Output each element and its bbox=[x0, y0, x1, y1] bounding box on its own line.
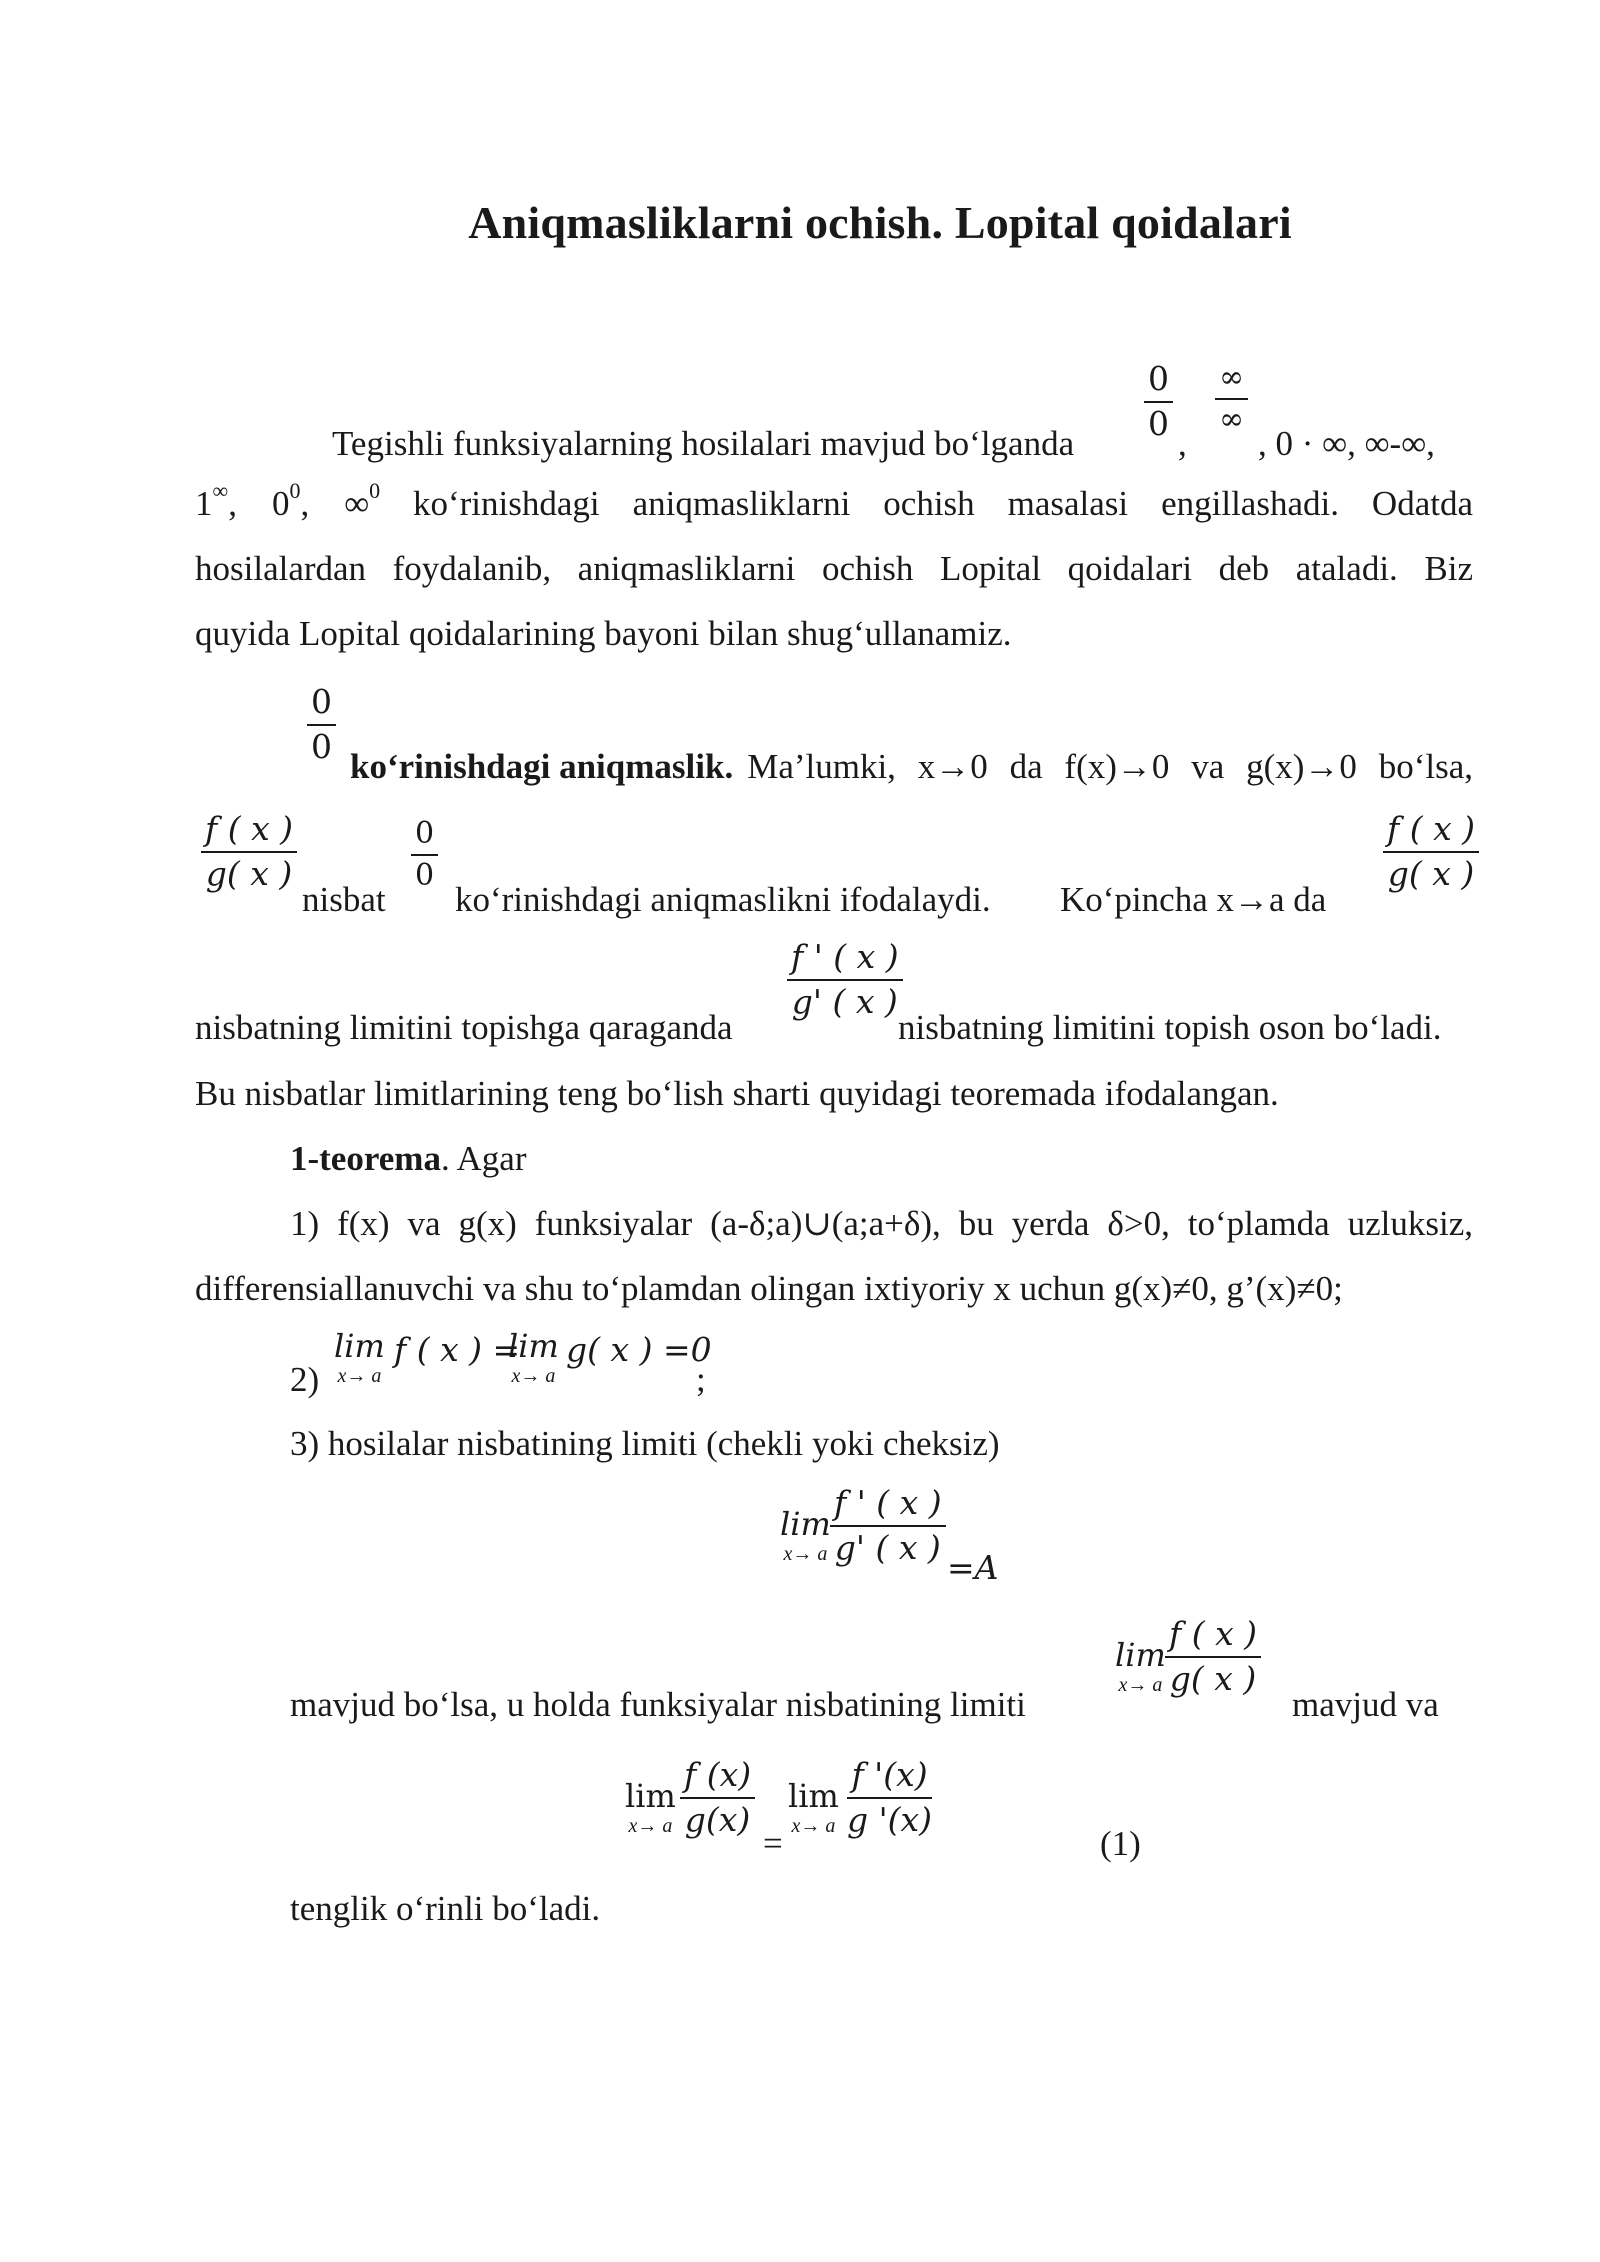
fraction-f-over-g-2: $\frac{f ( x )}{g( x )}$ bbox=[1383, 812, 1479, 891]
fraction-zero-over-zero: $\frac{0}{0}$ bbox=[1144, 362, 1173, 441]
section-line1 bbox=[195, 682, 1473, 786]
comma: , bbox=[1178, 424, 1187, 463]
section-line2-kopincha: Ko‘pincha x→a da bbox=[1060, 880, 1327, 919]
theorem-tenglik: tenglik o‘rinli bo‘ladi. bbox=[290, 1889, 601, 1928]
section-line2-text: ko‘rinishdagi aniqmaslikni ifodalaydi. bbox=[455, 880, 991, 919]
p1-lead: Tegishli funksiyalarning hosilalari mavjud bo‘lganda bbox=[332, 424, 1075, 463]
theorem-label: 1-teorema bbox=[290, 1139, 441, 1178]
p1-line1 bbox=[195, 359, 1473, 463]
lim-operator-5: lim x→ a bbox=[625, 1777, 676, 1837]
lim-operator-3: lim x→ a bbox=[780, 1505, 831, 1565]
p1-line3: hosilalardan foydalanib, aniqmasliklarni ochish Lopital qoidalari deb ataladi. Biz bbox=[195, 549, 1473, 588]
section-heading: ko‘rinishdagi aniqmaslik. bbox=[350, 747, 734, 786]
p1-line2-rest: ko‘rinishdagi aniqmasliklarni ochish masalasi engillashadi. Odatda bbox=[413, 484, 1473, 523]
forms-tail: , 0 · ∞, ∞-∞, bbox=[1258, 424, 1435, 463]
fraction-zero-over-zero-2: $\frac{0}{0}$ bbox=[307, 685, 336, 764]
p1-line2: 1∞, $0^0$, ∞$^0$ ko‘rinishdagi aniqmasliklarni ochish masalasi engillashadi. Odatda bbox=[195, 478, 1473, 523]
limit-of-derivative-ratio: lim x→ a $\frac{f ' ( x )}{g' ( x )}$ =A bbox=[780, 1483, 999, 1587]
fraction-zero-over-zero-3: $\frac{0}{0}$ bbox=[411, 818, 438, 891]
theorem-cond3: 3) hosilalar nisbatining limiti (chekli yoki cheksiz) bbox=[290, 1424, 1000, 1463]
page-title: Aniqmasliklarni ochish. Lopital qoidalari bbox=[468, 197, 1292, 248]
lim-operator-6: lim x→ a bbox=[788, 1777, 839, 1837]
theorem-cond2: 2) lim x→ a f ( x ) = lim x→ a g( x ) =0 ; bbox=[290, 1327, 712, 1399]
fraction-fprime-over-gprime-2: $\frac{f ' ( x )}{g' ( x )}$ bbox=[830, 1486, 946, 1565]
theorem-mavjud: mavjud bo‘lsa, u holda funksiyalar nisbatining limiti lim x→ a $\frac{f ( x )}{g( x )}$ mavjud va bbox=[290, 1614, 1439, 1724]
lim-operator: lim x→ a bbox=[334, 1327, 385, 1387]
fraction-fprime-over-gprime: $\frac{f ' ( x )}{g' ( x )}$ bbox=[787, 940, 903, 1019]
fraction-f-over-g-4: $\frac{f (x)}{g(x)}$ bbox=[680, 1758, 755, 1837]
theorem-heading: 1-teorema. Agar bbox=[290, 1139, 527, 1178]
section-line3-b: nisbatning limitini topish oson bo‘ladi. bbox=[898, 1008, 1442, 1047]
lim-operator-4: lim x→ a bbox=[1115, 1636, 1166, 1696]
section-line3-a: nisbatning limitini topishga qaraganda bbox=[195, 1008, 733, 1047]
word-nisbat: nisbat bbox=[302, 880, 386, 919]
fraction-fprime-over-gprime-3: $\frac{f '(x)}{g '(x)}$ bbox=[847, 1755, 933, 1839]
fraction-inf-over-inf: ∞ ∞ bbox=[1215, 362, 1248, 435]
theorem-cond1-a: 1) f(x) va g(x) funksiyalar (a-δ;a)∪(a;a+δ), bu yerda δ>0, to‘plamda uzluksiz, bbox=[290, 1204, 1473, 1243]
theorem-cond1-b: differensiallanuvchi va shu to‘plamdan olingan ixtiyoriy x uchun g(x)≠0, g’(x)≠0; bbox=[195, 1269, 1343, 1308]
fraction-f-over-g-3: $\frac{f ( x )}{g( x )}$ bbox=[1165, 1617, 1261, 1696]
lhopital-equation: lim x→ a $\frac{f (x)}{g(x)}$ = lim x→ a $\frac{f '(x)}{g '(x)}$ (1) bbox=[625, 1755, 1141, 1863]
section-line3 bbox=[195, 937, 1473, 1047]
section-line1-rest: Ma’lumki, x→0 da f(x)→0 va g(x)→0 bo‘lsa, bbox=[747, 747, 1473, 786]
lim-operator-2: lim x→ a bbox=[508, 1327, 559, 1387]
section-line4: Bu nisbatlar limitlarining teng bo‘lish sharti quyidagi teoremada ifodalangan. bbox=[195, 1074, 1279, 1113]
fraction-f-over-g: $\frac{f ( x )}{g( x )}$ bbox=[201, 812, 297, 891]
equation-number: (1) bbox=[1100, 1824, 1141, 1863]
section-line2 bbox=[195, 809, 1476, 922]
p1-line4: quyida Lopital qoidalarining bayoni bilan shug‘ullanamiz. bbox=[195, 614, 1012, 653]
